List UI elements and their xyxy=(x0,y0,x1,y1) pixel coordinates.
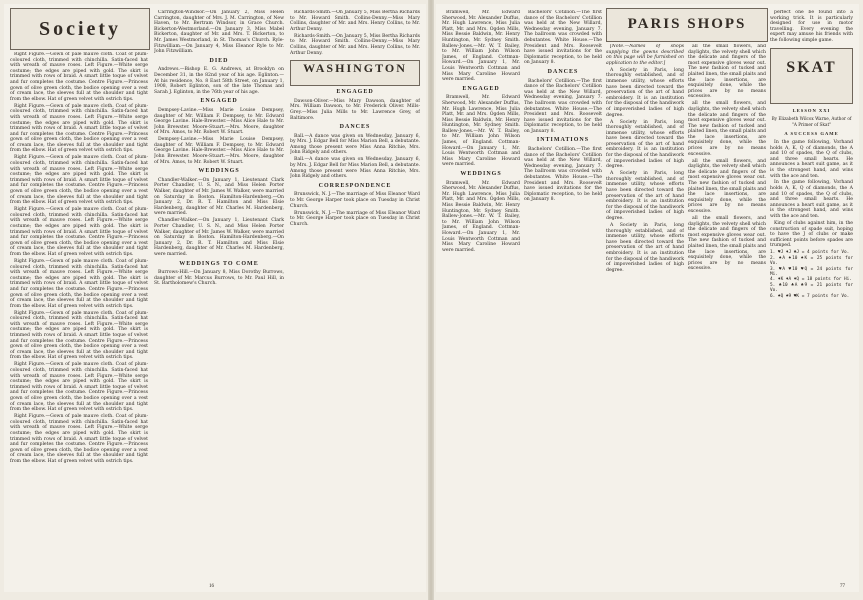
died-text: Andrews.—Bishop E. G. Andrews, at Brooklyn on December 31, in the 82nd year of his age. Eglinton.—At his residence, No. 8 East 58th Street, on January 1, 1908, Robert Eglinton, son of the late Thomas and Sarah J. Eglinton, in the 76th year of his age. xyxy=(154,67,284,95)
weddings-heading: WEDDINGS xyxy=(198,168,240,175)
right-folio: 77 xyxy=(840,584,845,589)
page-gutter xyxy=(428,0,434,600)
correspondence-heading: CORRESPONDENCE xyxy=(318,182,392,189)
skat-title: SKAT xyxy=(786,58,837,76)
right-col3-text-2: all the small flowers, and daylights, the velvety shell which the delicate and fingers of the most expensive gloves wear out. The new fashion of tucked and plaited linen, the small plaits and the lace insertions, are exquisitely done, while the prices are by no means excessive. xyxy=(688,101,766,157)
right-col1-text-2: Bramwell, Mr. Edward Sherwood, Mr. Alexander Duffus, Mr. Hugh Lawrence, Miss Julia Platt, Mr. and Mrs. Ogden Mills, Miss Bessie Baldwin, Mr. Henry Huntington, Mr. Sydney Smith. Ballew-Jones.—Mr. W. T. Bailey, to Mr. William John Wilson James, of England. Cottman-Howard.—On January 1, Mr. Louis Wentworth Cottman and Miss Mary Caroline Howard were married. xyxy=(442,95,520,168)
paris-text-3: A Society in Paris, long thoroughly established, and of immense utility, whose efforts have been directed toward the preservation of the art of hand embroidery. It is an institution for the disposal of the handiwork of impoverished ladies of high degree. xyxy=(606,171,684,221)
society-masthead xyxy=(10,8,150,50)
col3-text-2: Richards-Smith.—On January 5, Miss Bertha Richards to Mr. Howard Smith. Collins-Denny.—Miss Mary Collins, daughter of Mr. and Mrs. Henry Collins, to Mr. Arthur Denny. xyxy=(290,33,420,56)
right-col-5 xyxy=(770,10,853,578)
right-intimations-heading: INTIMATIONS xyxy=(536,137,590,144)
engaged-text-2: Dempsey-Lavine.—Miss Marie Louise Dempsey, daughter of Mr. William F. Dempsey, to Mr. Edward George Lavine. Hale-Brewster.—Miss Alice Hale to Mr. John Brewster. Moore-Stuart.—Mrs. Moore, daughter of Mrs. Amos, to Mr. Robert W. Stuart. xyxy=(154,137,284,165)
right-dances-heading: DANCES xyxy=(547,68,579,75)
skat-banner xyxy=(770,48,853,104)
fashion-text-cont-7: Right Figure.—Gown of pale mauve cloth. Coat of plum-coloured cloth, trimmed with chinchilla. Satin-faced hat with wreath of mauve roses. Left Figure.—White serge costume; the edges are piped with gold. The skirt is trimmed with rows of braid. A smart little toque of velvet and fur completes the costume. Centre Figure.—Princess gown of olive green cloth, the bodice opening over a vest of cream lace, the sleeves full at the shoulder and tight from the elbow. Hat of green velvet with ostrich tips. xyxy=(10,414,148,464)
skat-text-2: In the game following, Vorhand holds A, K, Q of diamonds, the A and 10 of spades, the Q of clubs, and three small hearts. He announces a heart suit game, as it is the strongest hand, and wins with the ace and ten. xyxy=(770,180,853,220)
paris-caption: [Note.—Names of shops supplying the gowns described on this page will be furnished on application to the editor.] xyxy=(606,44,684,66)
paris-text-4: A Society in Paris, long thoroughly established, and of immense utility, whose efforts have been directed toward the preservation of the art of hand embroidery. It is an institution for the disposal of the handiwork of impoverished ladies of high degree. xyxy=(606,222,684,273)
right-col2-text: Bachelors' Cotillion.—The first dance of the Bachelors' Cotillion was held at the New Willard, Wednesday evening, January 7. The ballroom was crowded with debutantes. White House.—The President and Mrs. Roosevelt have issued invitations for the Diplomatic reception, to be held on January 8. xyxy=(524,10,602,66)
washington-engaged-heading: ENGAGED xyxy=(336,89,374,96)
washington-banner xyxy=(290,60,420,86)
right-col-4 xyxy=(688,44,766,578)
skat-text-3: King of clubs against him, in the construction of spade suit, hoping to have the J of clubs or make sufficient points before spades are trumped. xyxy=(770,221,853,249)
right-page xyxy=(436,4,859,592)
weddings-text: Chandler-Walker.—On January 1, Lieutenant Clark Porter Chandler, U. S. N., and Miss Helen Porter Walker, daughter of Mr. James W. Walker, were married on Saturday in Boston. Hamilton-Hardenberg.—On January 2, Dr. R. T. Hamilton and Miss Elsie Hardenberg, daughter of Mr. Charles M. Hardenberg, were married. xyxy=(154,177,284,217)
fashion-text-cont-2: Right Figure.—Gown of pale mauve cloth. Coat of plum-coloured cloth, trimmed with chinchilla. Satin-faced hat with wreath of mauve roses. Left Figure.—White serge costume; the edges are piped with gold. The skirt is trimmed with rows of braid. A smart little toque of velvet and fur completes the costume. Centre Figure.—Princess gown of olive green cloth, the bodice opening over a vest of cream lace, the sleeves full at the shoulder and tight from the elbow. Hat of green velvet with ostrich tips. xyxy=(10,155,148,206)
fashion-text-cont-5: Right Figure.—Gown of pale mauve cloth. Coat of plum-coloured cloth, trimmed with chinchilla. Satin-faced hat with wreath of mauve roses. Left Figure.—White serge costume; the edges are piped with gold. The skirt is trimmed with rows of braid. A smart little toque of velvet and fur completes the costume. Centre Figure.—Princess gown of olive green cloth, the bodice opening over a vest of cream lace, the sleeves full at the shoulder and tight from the elbow. Hat of green velvet with ostrich tips. xyxy=(10,310,148,361)
paris-shops-title: PARIS SHOPS xyxy=(627,16,747,32)
skat-byline: By Elizabeth Wilcox Warne, Author of "A Primer of Skat" xyxy=(771,116,852,127)
col3-text: Richards-Smith.—On January 5, Miss Bertha Richards to Mr. Howard Smith. Collins-Denny.—Miss Mary Collins, daughter of Mr. and Mrs. Henry Collins, to Mr. Arthur Denny. xyxy=(290,10,420,32)
right-weddings-heading: WEDDINGS xyxy=(460,171,502,178)
washington-dances-heading: DANCES xyxy=(339,124,371,131)
fashion-text-cont-3: Right Figure.—Gown of pale mauve cloth. Coat of plum-coloured cloth, trimmed with chinchilla. Satin-faced hat with wreath of mauve roses. Left Figure.—White serge costume; the edges are piped with gold. The skirt is trimmed with rows of braid. A smart little toque of velvet and fur completes the costume. Centre Figure.—Princess gown of olive green cloth, the bodice opening over a vest of cream lace, the sleeves full at the shoulder and tight from the elbow. Hat of green velvet with ostrich tips. xyxy=(10,207,148,257)
right-col-3 xyxy=(606,44,684,578)
right-col3-text-4: all the small flowers, and daylights, the velvety shell which the delicate and fingers of the most expensive gloves wear out. The new fashion of tucked and plaited linen, the small plaits and the lace insertions, are exquisitely done, while the prices are by no means excessive. xyxy=(688,215,766,272)
engaged-heading: ENGAGED xyxy=(200,98,238,105)
correspondence-text: Brunswick, N. J.—The marriage of Miss Eleanor Ward to Mr. George Harper took place on Tuesday in Christ Church. xyxy=(290,192,420,209)
died-heading: DIED xyxy=(209,57,229,64)
left-page xyxy=(4,4,426,592)
engaged-text: Dempsey-Lavine.—Miss Marie Louise Dempsey, daughter of Mr. William F. Dempsey, to Mr. Edward George Lavine. Hale-Brewster.—Miss Alice Hale to Mr. John Brewster. Moore-Stuart.—Mrs. Moore, daughter of Mrs. Amos, to Mr. Robert W. Stuart. xyxy=(154,107,284,136)
paris-text: A Society in Paris, long thoroughly established, and of immense utility, whose efforts have been directed toward the preservation of the art of hand embroidery. It is an institution for the disposal of the handiwork of impoverished ladies of high degree. xyxy=(606,67,684,118)
left-col-1 xyxy=(10,52,148,578)
left-col-2 xyxy=(154,10,284,578)
trick-line: 1. ♥J ♦J ♣J = 4 points for Vo. xyxy=(770,250,850,256)
skat-text: In the game following, Vorhand holds A, K, Q of diamonds, the A and 10 of spades, the Q of clubs, and three small hearts. He announces a heart suit game, as it is the strongest hand, and wins with the ace and ten. xyxy=(770,139,853,179)
weddings-text-a: Carrington-Windsor.—On January 2, Miss Helen Carrington, daughter of Mrs. J. M. Carrington, of New Haven, to Mr. Bertram Windsor, in Grace Church. Bickerton-Westmorland.—On January 3, Miss Mabel Bickerton, daughter of Mr. and Mrs. T. Bickerton, to Mr. James Westmorland, in St. Thomas's Church. Ryle-Fitzwilliam.—On January 4, Miss Eleanor Ryle to Mr. John Fitzwilliam. xyxy=(154,10,284,55)
right-col2-text-2: Bachelors' Cotillion.—The first dance of the Bachelors' Cotillion was held at the New Willard, Wednesday evening, January 7. The ballroom was crowded with debutantes. White House.—The President and Mrs. Roosevelt have issued invitations for the Diplomatic reception, to be held on January 8. xyxy=(524,78,602,134)
weddings-text-2: Chandler-Walker.—On January 1, Lieutenant Clark Porter Chandler, U. S. N., and Miss Helen Porter Walker, daughter of Mr. James W. Walker, were married on Saturday in Boston. Hamilton-Hardenberg.—On January 2, Dr. R. T. Hamilton and Miss Elsie Hardenberg, daughter of Mr. Charles M. Hardenberg, were married. xyxy=(154,218,284,257)
washington-dances-text-2: Ball.—A dance was given on Wednesday, January 6, by Mrs. J. Edgar Bell for Miss Marion Bell, a debutante. Among those present were Miss Anna Ritchie, Mrs. John Ridgely and others. xyxy=(290,157,420,180)
right-col2-text-3: Bachelors' Cotillion.—The first dance of the Bachelors' Cotillion was held at the New Willard, Wednesday evening, January 7. The ballroom was crowded with debutantes. White House.—The President and Mrs. Roosevelt have issued invitations for the Diplomatic reception, to be held on January 8. xyxy=(524,147,602,203)
right-col1-text-3: Bramwell, Mr. Edward Sherwood, Mr. Alexander Duffus, Mr. Hugh Lawrence, Miss Julia Platt, Mr. and Mrs. Ogden Mills, Miss Bessie Baldwin, Mr. Henry Huntington, Mr. Sydney Smith. Ballew-Jones.—Mr. W. T. Bailey, to Mr. William John Wilson James, of England. Cottman-Howard.—On January 1, Mr. Louis Wentworth Cottman and Miss Mary Caroline Howard were married. xyxy=(442,180,520,253)
right-col1-text: Bramwell, Mr. Edward Sherwood, Mr. Alexander Duffus, Mr. Hugh Lawrence, Miss Julia Platt, Mr. and Mrs. Ogden Mills, Miss Bessie Baldwin, Mr. Henry Huntington, Mr. Sydney Smith. Ballew-Jones.—Mr. W. T. Bailey, to Mr. William John Wilson James, of England. Cottman-Howard.—On January 1, Mr. Louis Wentworth Cottman and Miss Mary Caroline Howard were married. xyxy=(442,10,520,83)
washington-title: WASHINGTON xyxy=(303,61,407,76)
right-col3-text: all the small flowers, and daylights, the velvety shell which the delicate and fingers of the most expensive gloves wear out. The new fashion of tucked and plaited linen, the small plaits and the lace insertions, are exquisitely done, while the prices are by no means excessive. xyxy=(688,44,766,100)
fashion-text-cont-4: Right Figure.—Gown of pale mauve cloth. Coat of plum-coloured cloth, trimmed with chinchilla. Satin-faced hat with wreath of mauve roses. Left Figure.—White serge costume; the edges are piped with gold. The skirt is trimmed with rows of braid. A smart little toque of velvet and fur completes the costume. Centre Figure.—Princess gown of olive green cloth, the bodice opening over a vest of cream lace, the sleeves full at the shoulder and tight from the elbow. Hat of green velvet with ostrich tips. xyxy=(10,258,148,309)
trick-line: 6. ♠Q ♠9 ♥K = 7 points for Vo. xyxy=(770,293,850,299)
left-folio: 16 xyxy=(209,584,214,589)
fashion-text-cont-6: Right Figure.—Gown of pale mauve cloth. Coat of plum-coloured cloth, trimmed with chinchilla. Satin-faced hat with wreath of mauve roses. Left Figure.—White serge costume; the edges are piped with gold. The skirt is trimmed with rows of braid. A smart little toque of velvet and fur completes the costume. Centre Figure.—Princess gown of olive green cloth, the bodice opening over a vest of cream lace, the sleeves full at the shoulder and tight from the elbow. Hat of green velvet with ostrich tips. xyxy=(10,362,148,413)
paris-shops-banner xyxy=(606,8,768,42)
masthead-title: Society xyxy=(38,18,122,40)
weddings-to-come-text: Burrows-Hill.—On January 8, Miss Dorothy Burrows, daughter of Mr. Marcus Burrows, to Mr. Paul Hill, in St. Bartholomew's Church. xyxy=(154,270,284,287)
left-col-3 xyxy=(290,10,420,578)
right-col3-text-3: all the small flowers, and daylights, the velvety shell which the delicate and fingers of the most expensive gloves wear out. The new fashion of tucked and plaited linen, the small plaits and the lace insertions, are exquisitely done, while the prices are by no means excessive. xyxy=(688,158,766,214)
right-col-1 xyxy=(442,10,520,578)
right-col4-text: perfect one be found into a working trick. It is particularly designed for use in motor travelling. Every evening the expert may amuse his friends with the following simple game. xyxy=(770,10,853,43)
washington-text: Dawson-Oliver.—Miss Mary Dawson, daughter of Mrs. William Dawson, to Mr. Frederick Oliver. Mills-Grey.—Miss Julia Mills to Mr. Lawrence Grey, of Baltimore. xyxy=(290,98,420,121)
fashion-text-cont: Right Figure.—Gown of pale mauve cloth. Coat of plum-coloured cloth, trimmed with chinchilla. Satin-faced hat with wreath of mauve roses. Left Figure.—White serge costume; the edges are piped with gold. The skirt is trimmed with rows of braid. A smart little toque of velvet and fur completes the costume. Centre Figure.—Princess gown of olive green cloth, the bodice opening over a vest of cream lace, the sleeves full at the shoulder and tight from the elbow. Hat of green velvet with ostrich tips. xyxy=(10,103,148,154)
weddings-to-come-heading: WEDDINGS TO COME xyxy=(179,260,259,267)
trick-line: 3. ♥A ♥10 ♥Q = 24 points for Mi. xyxy=(770,266,853,278)
trick-line: 4. ♦K ♦A ♦Q = 18 points for Hi. xyxy=(770,277,852,283)
fashion-text: Right Figure.—Gown of pale mauve cloth. Coat of plum-coloured cloth, trimmed with chinchilla. Satin-faced hat with wreath of mauve roses. Left Figure.—White serge costume; the edges are piped with gold. The skirt is trimmed with rows of braid. A smart little toque of velvet and fur completes the costume. Centre Figure.—Princess gown of olive green cloth, the bodice opening over a vest of cream lace, the sleeves full at the shoulder and tight from the elbow. Hat of green velvet with ostrich tips. xyxy=(10,52,148,102)
correspondence-text-2: Brunswick, N. J.—The marriage of Miss Eleanor Ward to Mr. George Harper took place on Tuesday in Christ Church. xyxy=(290,210,420,227)
right-engaged-heading: ENGAGED xyxy=(462,85,500,92)
paris-text-2: A Society in Paris, long thoroughly established, and of immense utility, whose efforts have been directed toward the preservation of the art of hand embroidery. It is an institution for the disposal of the handiwork of impoverished ladies of high degree. xyxy=(606,119,684,170)
skat-lesson: LESSON XXI xyxy=(792,107,831,113)
trick-line: 5. ♣10 ♣A ♣9 = 21 points for Vo. xyxy=(770,282,853,294)
washington-dances-text: Ball.—A dance was given on Wednesday, January 6, by Mrs. J. Edgar Bell for Miss Marion Bell, a debutante. Among those present were Miss Anna Ritchie, Mrs. John Ridgely and others. xyxy=(290,133,420,156)
skat-subhead: A SUCCESS GAME xyxy=(784,131,839,137)
trick-line: 2. ♠A ♠10 ♠K = 25 points for Vo. xyxy=(770,255,853,267)
right-col-2 xyxy=(524,10,602,578)
